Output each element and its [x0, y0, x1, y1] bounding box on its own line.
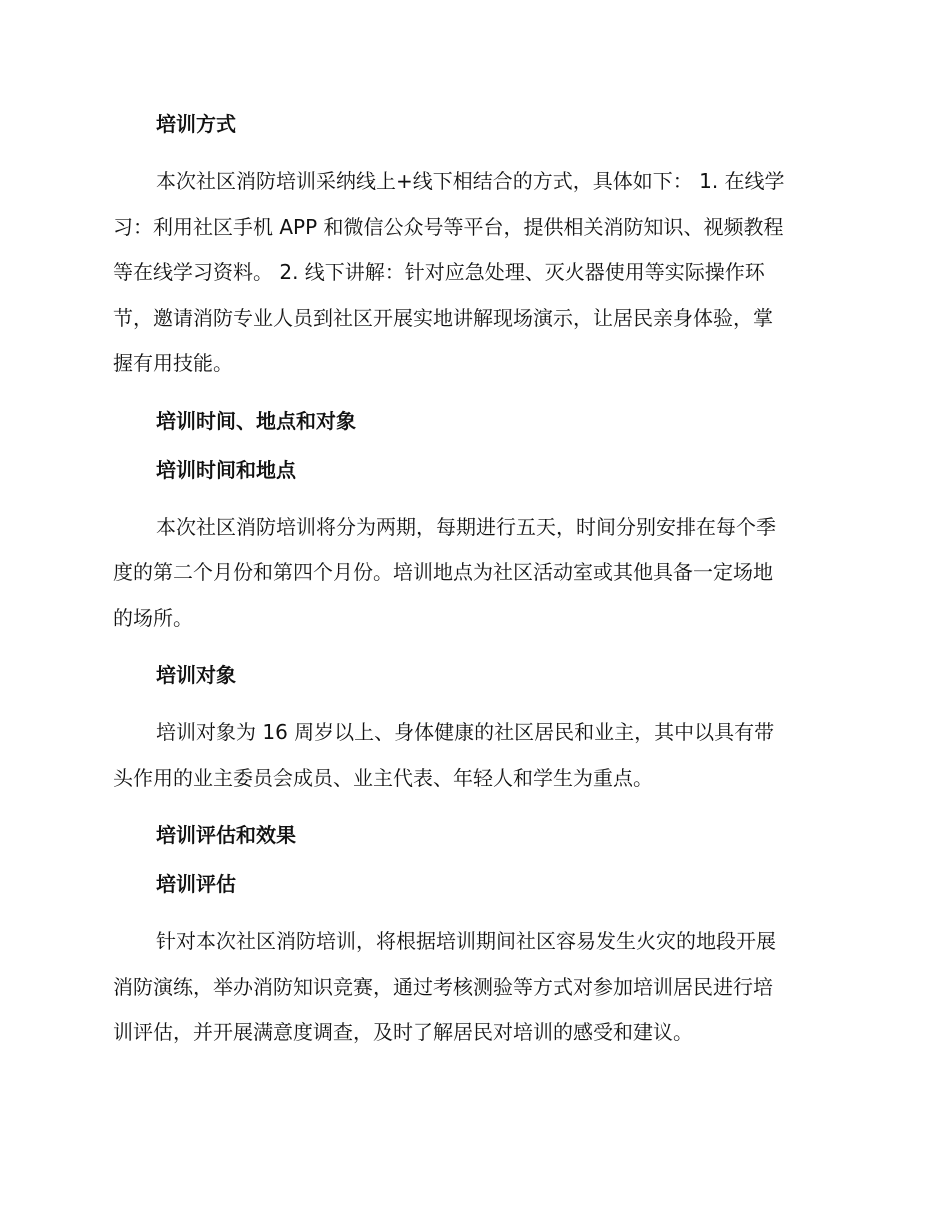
heading-training-target: 培训对象: [156, 663, 236, 687]
paragraph-line: 本次社区消防培训将分为两期，每期进行五天，时间分别安排在每个季: [156, 514, 776, 539]
paragraph-line: 训评估，并开展满意度调查，及时了解居民对培训的感受和建议。: [113, 1020, 693, 1044]
paragraph-line: 的场所。: [113, 605, 193, 630]
heading-training-method: 培训方式: [156, 112, 236, 136]
paragraph-time-place: [113, 505, 838, 642]
heading-time-place: 培训时间和地点: [156, 457, 296, 482]
paragraph-training-target: [113, 710, 838, 801]
paragraph-line: 习：利用社区手机 APP 和微信公众号等平台，提供相关消防知识、视频教程: [113, 214, 784, 239]
paragraph-line: 本次社区消防培训采纳线上+线下相结合的方式，具体如下： 1. 在线学: [156, 169, 785, 193]
heading-time-place-target: 培训时间、地点和对象: [156, 408, 356, 433]
paragraph-line: 培训对象为 16 周岁以上、身体健康的社区居民和业主，其中以具有带: [156, 720, 775, 744]
paragraph-line: 等在线学习资料。 2. 线下讲解：针对应急处理、灭火器使用等实际操作环: [113, 260, 765, 284]
heading-evaluation: 培训评估: [156, 872, 236, 896]
paragraph-line: 节，邀请消防专业人员到社区开展实地讲解现场演示，让居民亲身体验，掌: [113, 305, 773, 330]
document-page: [113, 110, 838, 1076]
paragraph-line: 针对本次社区消防培训，将根据培训期间社区容易发生火灾的地段开展: [156, 929, 776, 953]
paragraph-line: 消防演练，举办消防知识竞赛，通过考核测验等方式对参加培训居民进行培: [113, 974, 773, 999]
paragraph-line: 头作用的业主委员会成员、业主代表、年轻人和学生为重点。: [113, 765, 653, 790]
paragraph-evaluation: [113, 919, 838, 1056]
paragraph-line: 度的第二个月份和第四个月份。培训地点为社区活动室或其他具备一定场地: [113, 560, 773, 584]
paragraph-training-method: [113, 159, 838, 387]
paragraph-line: 握有用技能。: [113, 351, 233, 375]
heading-evaluation-effect: 培训评估和效果: [156, 823, 296, 847]
